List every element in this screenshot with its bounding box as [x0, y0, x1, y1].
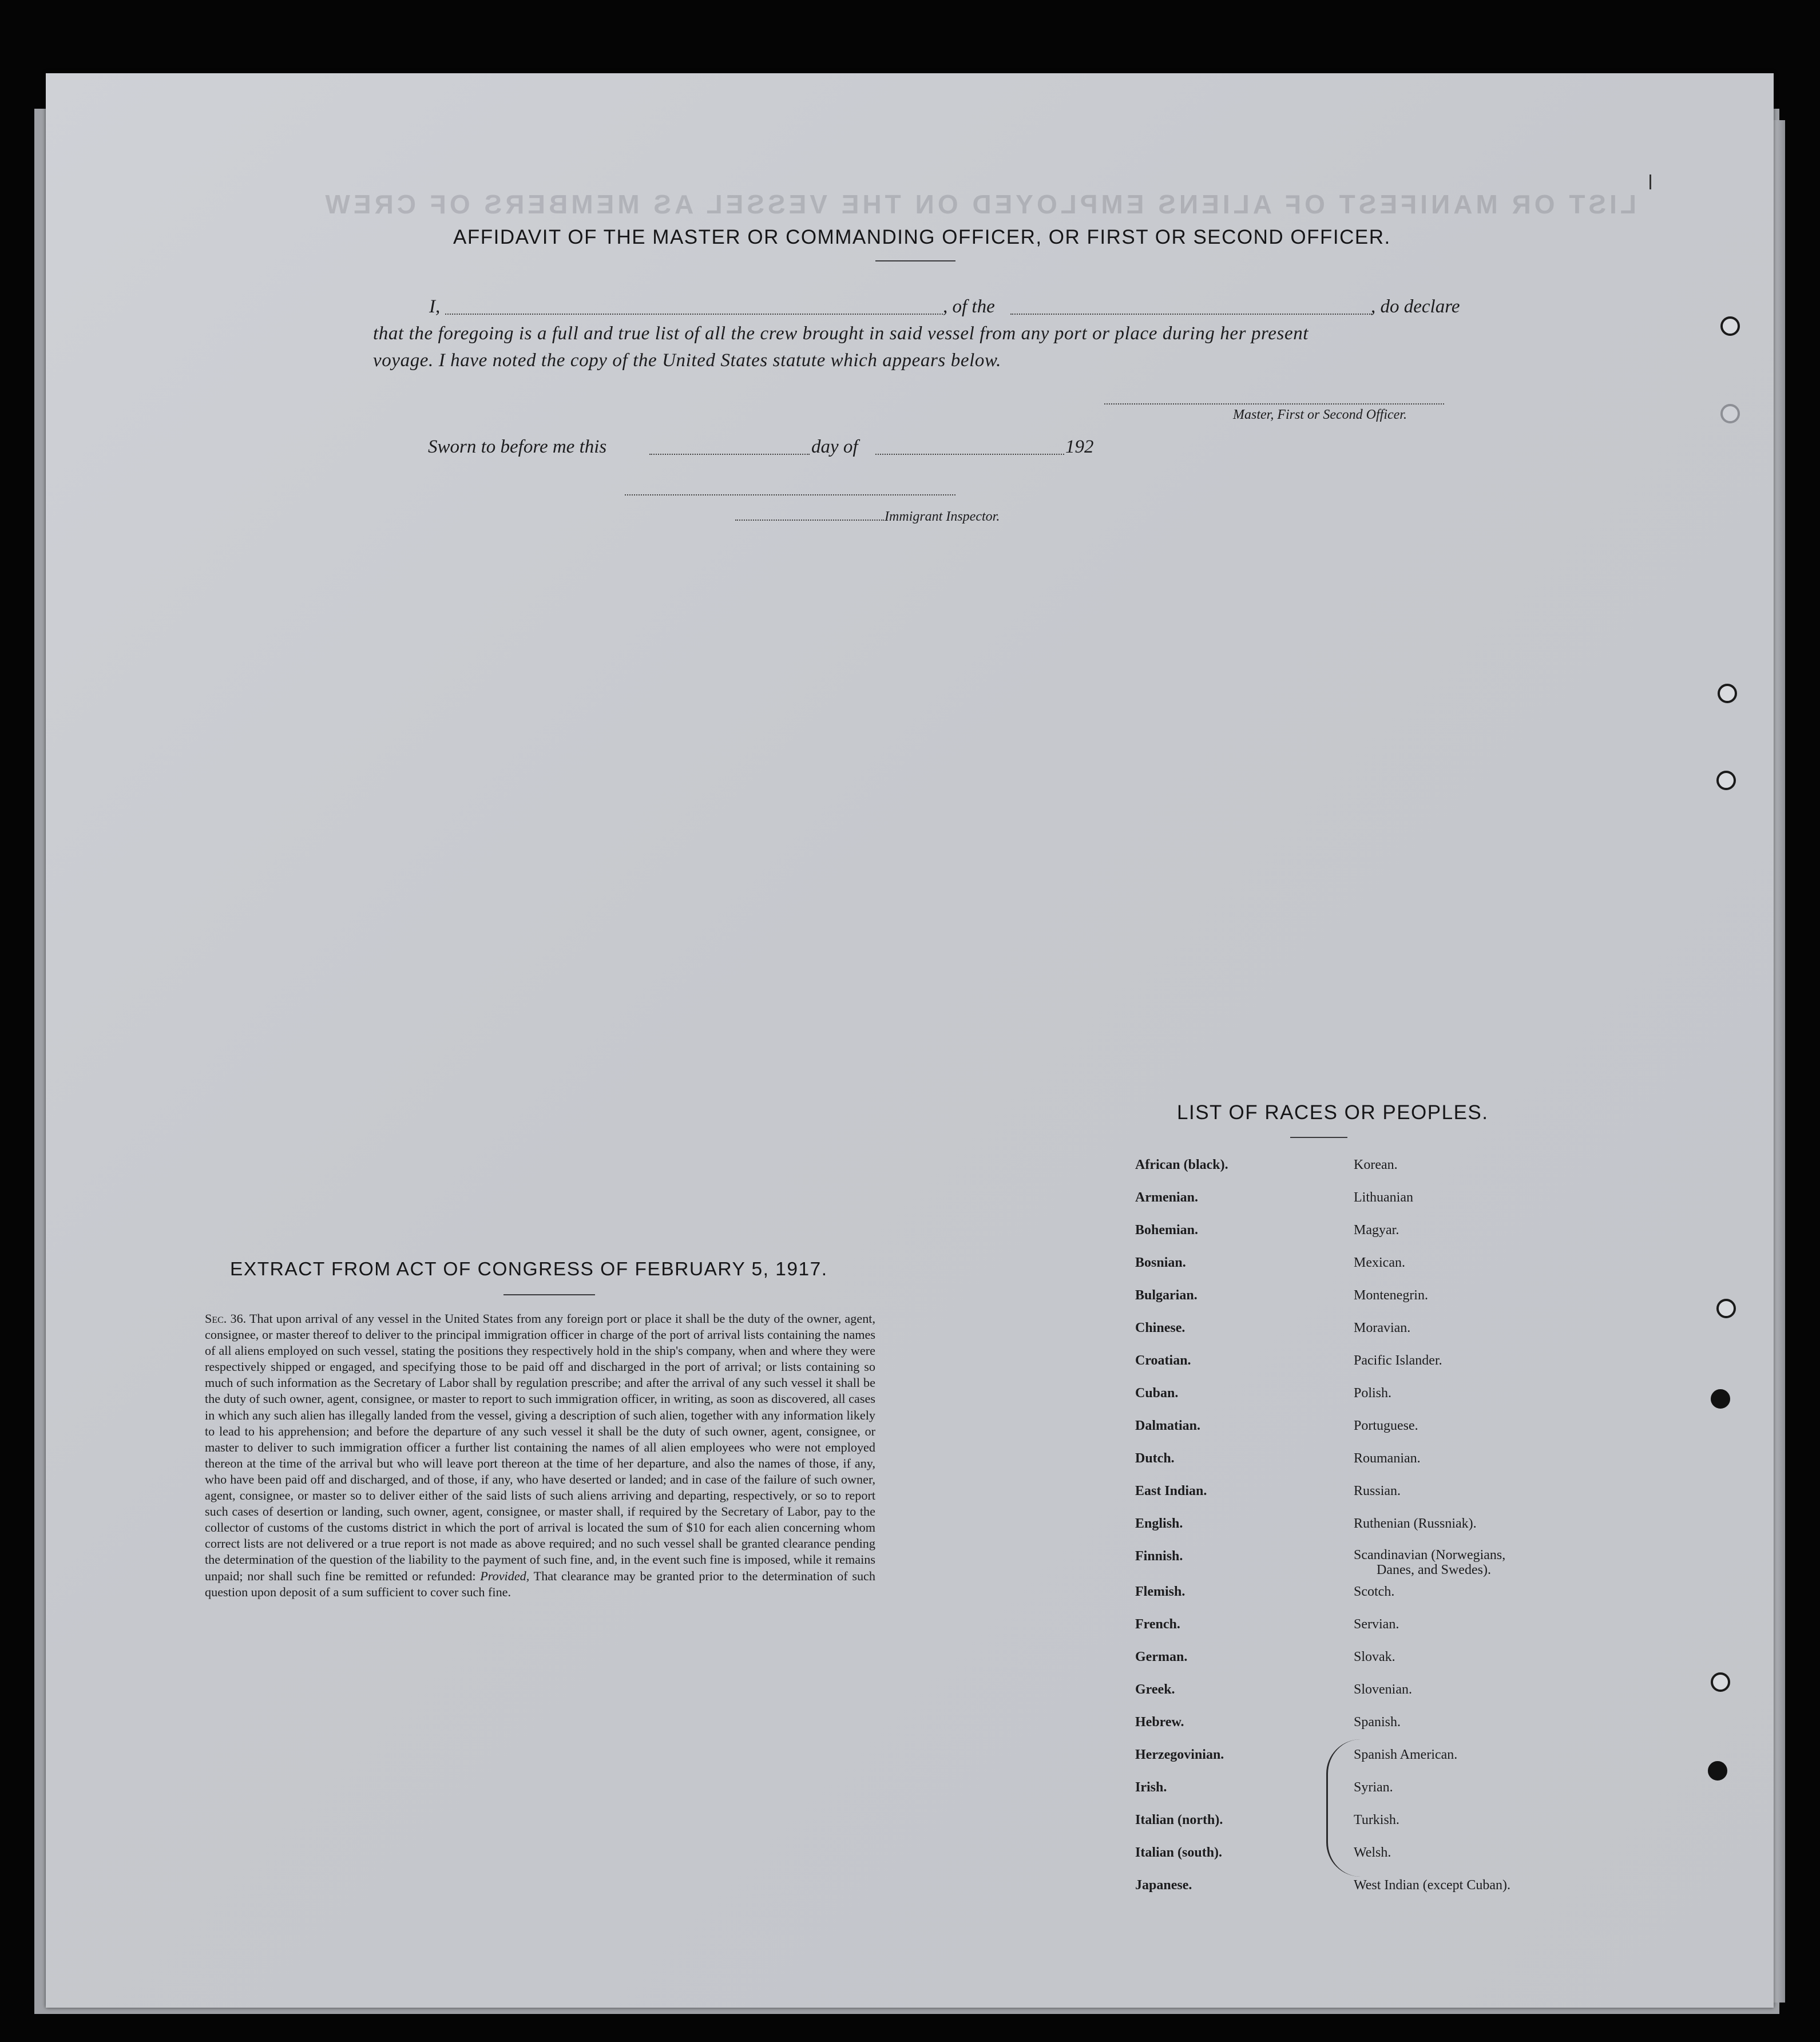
punch-hole	[1720, 316, 1740, 336]
race-item: Slovak.	[1354, 1650, 1395, 1664]
race-item: Dutch.	[1135, 1451, 1175, 1466]
sworn-month-line	[875, 454, 1064, 455]
races-left-column	[1135, 1156, 1228, 1909]
race-item: Italian (north).	[1135, 1813, 1223, 1827]
races-right-column	[1354, 1156, 1510, 1909]
race-item: Syrian.	[1354, 1780, 1393, 1795]
race-item: Ruthenian (Russniak).	[1354, 1516, 1477, 1531]
year-label: 192	[1065, 437, 1094, 457]
extract-title: EXTRACT FROM ACT OF CONGRESS OF FEBRUARY 5, 1917.	[230, 1259, 828, 1280]
race-item: Flemish.	[1135, 1584, 1185, 1599]
race-item: German.	[1135, 1650, 1188, 1664]
race-item: Spanish American.	[1354, 1747, 1458, 1762]
race-item-scandinavian	[1354, 1548, 1510, 1583]
race-item: Cuban.	[1135, 1386, 1179, 1401]
race-item: Italian (south).	[1135, 1845, 1223, 1860]
race-item: Bohemian.	[1135, 1223, 1199, 1238]
race-item: Portuguese.	[1354, 1418, 1418, 1433]
race-item: Lithuanian	[1354, 1190, 1413, 1205]
race-item: Chinese.	[1135, 1321, 1185, 1335]
sworn-day-line	[649, 454, 810, 455]
race-item: Herzegovinian.	[1135, 1747, 1224, 1762]
punch-hole	[1711, 1672, 1730, 1692]
inspector-line-upper	[625, 494, 955, 495]
day-of-label: day of	[811, 437, 858, 457]
punch-hole	[1711, 1389, 1730, 1409]
race-item: Korean.	[1354, 1157, 1398, 1172]
race-item: Scotch.	[1354, 1584, 1395, 1599]
race-item: African (black).	[1135, 1157, 1228, 1172]
punch-hole	[1708, 1761, 1727, 1781]
race-item: Welsh.	[1354, 1845, 1391, 1860]
inspector-line-lower	[735, 520, 884, 521]
affidavit-title: AFFIDAVIT OF THE MASTER OR COMMANDING OFFICER, OR FIRST OR SECOND OFFICER.	[453, 226, 1391, 248]
binder-edge	[1773, 120, 1785, 2003]
race-item-continuation: Danes, and Swedes).	[1377, 1563, 1491, 1577]
master-signature-caption: Master, First or Second Officer.	[1233, 407, 1407, 422]
corner-mark	[1650, 175, 1651, 189]
section-label: Sec. 36.	[205, 1311, 247, 1326]
race-item: English.	[1135, 1516, 1183, 1531]
race-item: Finnish.	[1135, 1549, 1183, 1564]
race-item: Scandinavian (Norwegians,	[1354, 1548, 1506, 1563]
sworn-label: Sworn to before me this	[428, 437, 607, 457]
affidavit-line-2: that the foregoing is a full and true list of all the crew brought in said vessel from any port or place during her present	[373, 323, 1309, 344]
provided-label: Provided,	[480, 1568, 530, 1583]
race-item: Montenegrin.	[1354, 1288, 1428, 1303]
punch-hole	[1718, 684, 1737, 703]
race-item: Armenian.	[1135, 1190, 1198, 1205]
extract-body-text: That upon arrival of any vessel in the United States from any foreign port or place it shall be the duty of the owner, agent, consignee, or master thereof to deliver to the principal immigration officer in charge of the port of arrival lists containing the names of all aliens employed on such vessel, stating the positions they respectively hold in the ship's company, when and where they were respectively shipped or engaged, and specifying those to be paid off and discharged in the port of arrival; or lists containing so much of such information as the Secretary of Labor shall by regulation prescribe; and after the arrival of any such vessel it shall be the duty of such owner, agent, consignee, or master to report to such immigration officer, in writing, as soon as discovered, all cases in which any such alien has illegally landed from the vessel, giving a description of such alien, together with any information likely to lead to his apprehension; and before the departure of any such vessel it shall be the duty of such owner, agent, consignee, or master to deliver to such immigration officer a further list containing the names of all alien employees who were not employed thereon at the time of the arrival but who will leave port thereon at the time of her departure, and also the names of those, if any, who have been paid off and discharged, and of those, if any, who have deserted or landed; and in case of the failure of such owner, agent, consignee, or master so to deliver either of the said lists of such aliens arriving and departing, respectively, or so to report such cases of desertion or landing, such owner, agent, consignee, or master shall, if required by the Secretary of Labor, pay to the collector of customs of the customs district in which the port of arrival is located the sum of $10 for each alien concerning whom correct lists are not delivered or a true report is not made as above required; and no such vessel shall be granted clearance pending the determination of the question of the liability to the payment of such fine, and, in the event such fine is imposed, while it remains unpaid; nor shall such fine be remitted or refunded:	[205, 1311, 875, 1583]
extract-body	[205, 1311, 875, 1600]
race-item: Bulgarian.	[1135, 1288, 1198, 1303]
punch-hole	[1720, 404, 1740, 423]
race-item: Greek.	[1135, 1682, 1175, 1697]
affidavit-i-label: I,	[429, 296, 441, 317]
race-item: Moravian.	[1354, 1321, 1411, 1335]
inspector-caption: Immigrant Inspector.	[885, 509, 1000, 524]
race-item: Mexican.	[1354, 1255, 1405, 1270]
vessel-name-line	[1010, 314, 1372, 315]
race-item: Dalmatian.	[1135, 1418, 1200, 1433]
race-item: French.	[1135, 1617, 1180, 1632]
race-item: Slovenian.	[1354, 1682, 1412, 1697]
punch-hole	[1716, 1299, 1736, 1318]
races-title: LIST OF RACES OR PEOPLES.	[1177, 1101, 1489, 1124]
affidavit-declare-label: , do declare	[1371, 296, 1460, 317]
affidavit-of-the-label: , of the	[943, 296, 995, 317]
race-item: Hebrew.	[1135, 1715, 1184, 1730]
race-item: Bosnian.	[1135, 1255, 1186, 1270]
extract-body-end: That clearance may be granted prior to the determination of such question upon deposit of a sum sufficient to cover such fine.	[205, 1568, 875, 1599]
race-item: East Indian.	[1135, 1484, 1207, 1498]
race-item: Pacific Islander.	[1354, 1353, 1442, 1368]
race-item: West Indian (except Cuban).	[1354, 1878, 1510, 1893]
punch-hole	[1716, 771, 1736, 790]
race-item: Spanish.	[1354, 1715, 1401, 1730]
affidavit-line-3: voyage. I have noted the copy of the United States statute which appears below.	[373, 350, 1001, 371]
race-item: Irish.	[1135, 1780, 1167, 1795]
race-item: Russian.	[1354, 1484, 1401, 1498]
bleed-through-text: LIST OR MANIFEST OF ALIENS EMPLOYED ON THE VESSEL AS MEMBERS OF CREW	[322, 189, 1636, 219]
race-item: Croatian.	[1135, 1353, 1191, 1368]
master-name-line	[445, 314, 943, 315]
race-item: Roumanian.	[1354, 1451, 1421, 1466]
master-signature-line	[1104, 403, 1444, 405]
affidavit-ornament	[875, 260, 955, 261]
extract-ornament	[503, 1294, 595, 1295]
race-item: Turkish.	[1354, 1813, 1399, 1827]
ink-mark	[1326, 1739, 1374, 1877]
race-item: Japanese.	[1135, 1878, 1192, 1893]
race-item: Servian.	[1354, 1617, 1399, 1632]
race-item: Polish.	[1354, 1386, 1392, 1401]
race-item: Magyar.	[1354, 1223, 1399, 1238]
races-ornament	[1290, 1137, 1347, 1138]
